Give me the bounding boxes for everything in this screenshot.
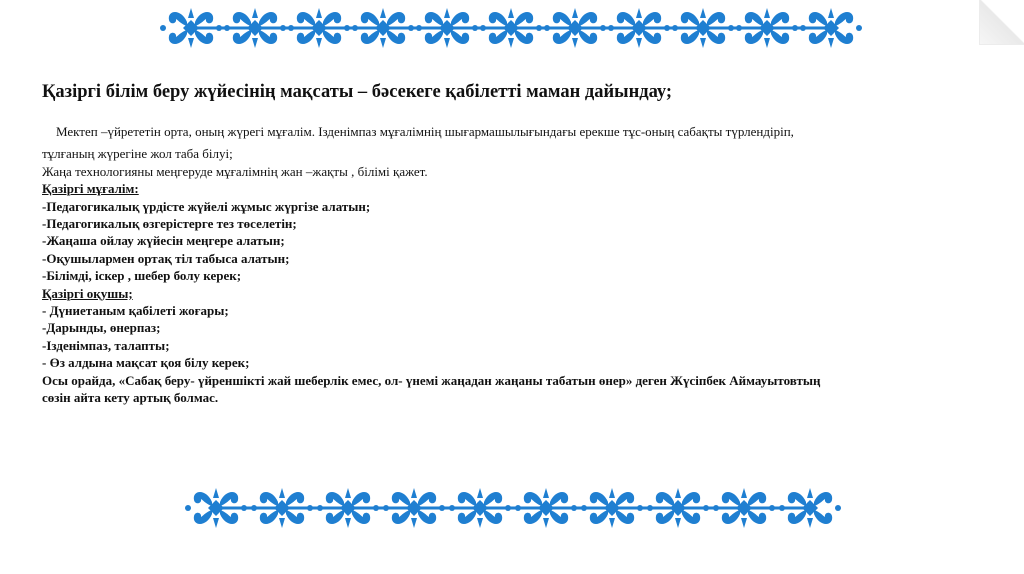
- page-curl-corner: [979, 0, 1024, 45]
- student-item: - Дүниетаным қабілеті жоғары;: [42, 303, 229, 319]
- teacher-item: -Педагогикалық өзгерістерге тез төселетін;: [42, 216, 297, 232]
- student-item: - Өз алдына мақсат қоя білу керек;: [42, 355, 250, 371]
- quote-line: сөзін айта кету артық болмас.: [42, 390, 219, 406]
- intro-line: Мектеп –үйрететін орта, оның жүрегі мұғалім. Ізденімпаз мұғалімнің шығармашылығындағы ерекше тұс-оның сабақты түрлендіріп,: [56, 124, 794, 139]
- student-item: -Дарынды, өнерпаз;: [42, 320, 161, 336]
- quote-line: Осы орайда, «Сабақ беру- үйреншікті жай шеберлік емес, ол- үнемі жаңадан жаңаны табатын өнер» деген Жүсіпбек Аймауытовтың: [42, 372, 821, 388]
- top-ornament-border: [127, 4, 895, 52]
- teacher-item: -Оқушылармен ортақ тіл табыса алатын;: [42, 250, 290, 266]
- teacher-heading: Қазіргі мұғалім:: [42, 181, 139, 197]
- kazakh-ornament-icon: [127, 4, 895, 52]
- student-heading: Қазіргі оқушы;: [42, 285, 133, 301]
- slide-body: [42, 123, 982, 407]
- intro-line: Жаңа технологияны меңгеруде мұғалімнің жан –жақты , білімі қажет.: [42, 163, 428, 179]
- student-item: -Ізденімпаз, талапты;: [42, 337, 170, 353]
- teacher-item: -Педагогикалық үрдісте жүйелі жұмыс жүргізе алатын;: [42, 198, 371, 214]
- bottom-ornament-border: [152, 484, 874, 532]
- teacher-item: -Білімді, іскер , шебер болу керек;: [42, 268, 242, 284]
- intro-line: тұлғаның жүрегіне жол таба білуі;: [42, 146, 233, 162]
- kazakh-ornament-icon: [152, 484, 874, 532]
- teacher-item: -Жаңаша ойлау жүйесін меңгере алатын;: [42, 233, 285, 249]
- page-title: Қазіргі білім беру жүйесінің мақсаты – бәсекеге қабілетті маман дайындау;: [42, 82, 673, 102]
